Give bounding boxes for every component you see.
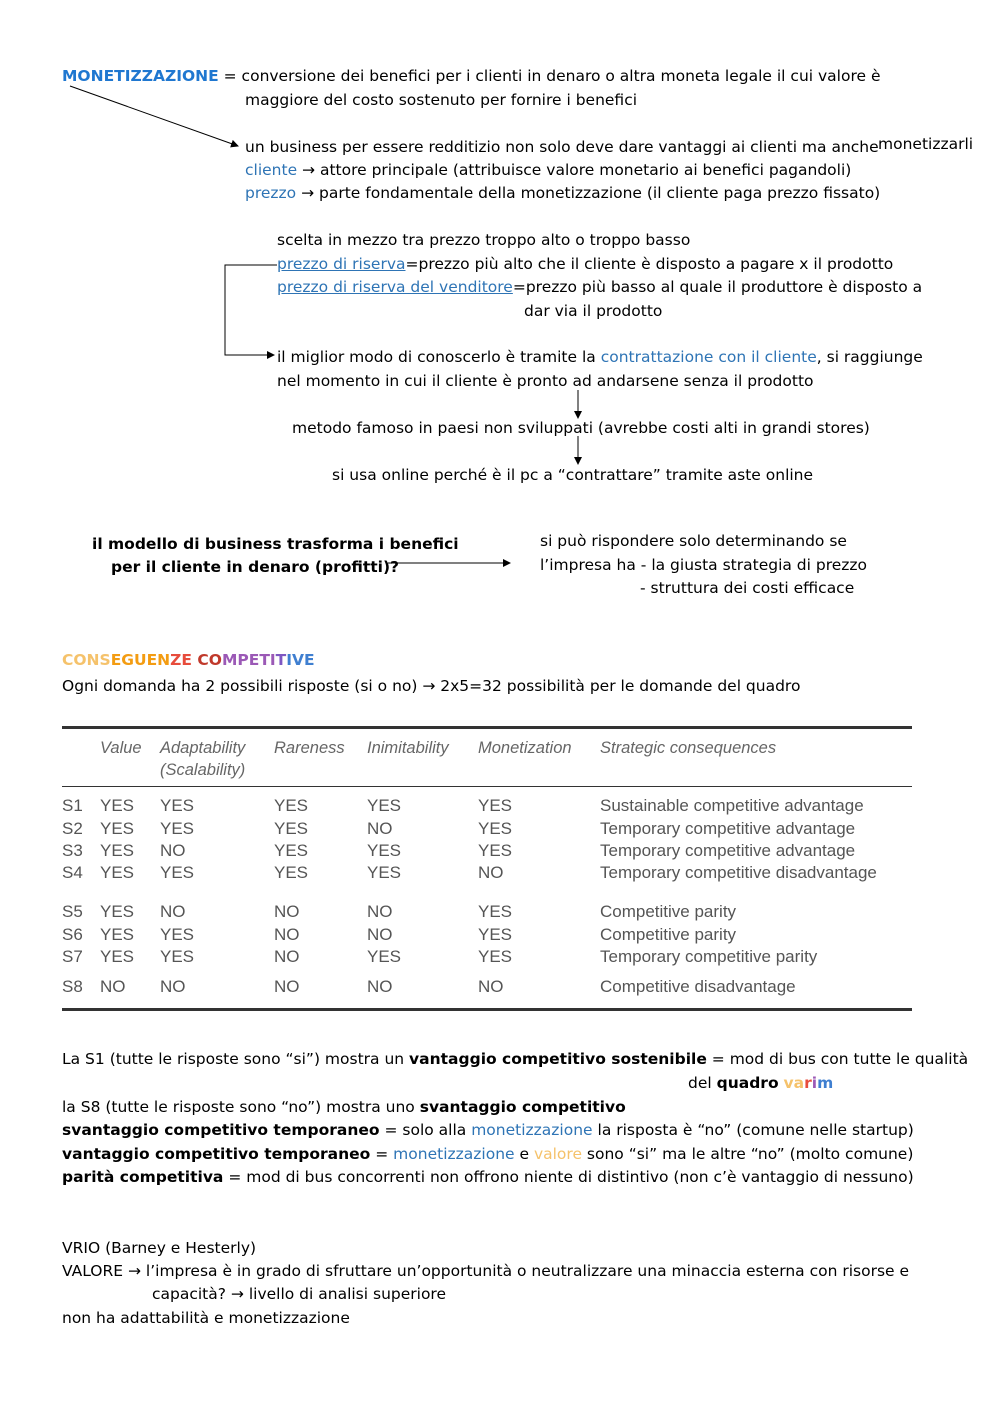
s8-bold: svantaggio competitivo [419,1098,626,1116]
s1-bold: vantaggio competitivo sostenibile [409,1050,707,1068]
vt-link: monetizzazione [393,1145,515,1163]
table-cell-consequence: Temporary competitive advantage [600,841,856,860]
table-cell-consequence: Competitive disadvantage [600,977,796,996]
table-cell: NO [478,977,504,996]
scelta-line: scelta in mezzo tra prezzo troppo alto o troppo basso [277,231,691,249]
monetizzazione-line [62,66,881,86]
vt-e: e [514,1145,534,1163]
cliente-text: → attore principale (attribuisce valore monetario ai benefici pagandoli) [297,161,852,179]
table-cell: YES [367,796,402,815]
answer-line-2: l’impresa ha - la giusta strategia di prezzo [540,556,868,574]
quadro-line [688,1073,833,1093]
table-row-label: S2 [62,819,83,838]
table-cell: NO [160,841,186,860]
riserva-line [277,254,893,274]
header-strategic: Strategic consequences [600,739,777,757]
table-cell: YES [100,796,135,815]
table-cell: YES [367,863,402,882]
header-monetization: Monetization [478,739,572,757]
answer-line-3: - struttura dei costi efficace [640,579,855,597]
table-cell-consequence: Competitive parity [600,902,737,921]
miglior-line [277,347,923,367]
table-cell: YES [478,841,513,860]
momento-line: nel momento in cui il cliente è pronto ad andarsene senza il prodotto [277,372,814,390]
strategic-consequences-table [62,726,912,1011]
table-bottom-rule [62,1008,912,1011]
miglior-pre: il miglior modo di conoscerlo è tramite la [277,348,601,366]
contrattazione-link: contrattazione con il cliente [600,348,817,366]
table-cell: NO [274,977,300,996]
s1-line [62,1049,968,1069]
parita-line [62,1167,914,1187]
quadro-word: quadro [716,1074,779,1092]
conseguenze-title-part-2: ZE [170,651,198,669]
s8-line [62,1097,626,1117]
svt-link: monetizzazione [471,1121,593,1139]
table-cell: YES [100,902,135,921]
table-cell: YES [160,925,195,944]
prezzo-line [245,183,880,203]
s1-pre: La S1 (tutte le risposte sono “si”) mostra un [62,1050,410,1068]
header-scalability: (Scalability) [160,761,246,779]
svt-post: la risposta è “no” (comune nelle startup) [592,1121,914,1139]
conseguenze-title-part-0: CONS [62,651,111,669]
online-line: si usa online perché è il pc a “contrattare” tramite aste online [332,466,814,484]
table-cell-consequence: Temporary competitive parity [600,947,818,966]
s1-post: = mod di bus con tutte le qualità [706,1050,969,1068]
valore-line-2: capacità? → livello di analisi superiore [152,1285,446,1303]
varim-part-0: va [783,1074,805,1092]
vt-line [62,1144,913,1164]
table-cell: YES [478,925,513,944]
non-ha-line: non ha adattabilità e monetizzazione [62,1309,350,1327]
vt-post: sono “si” ma le altre “no” (molto comune) [581,1145,914,1163]
monetizzazione-def-2: maggiore del costo sostenuto per fornire i benefici [245,91,638,109]
monetizzazione-title: MONETIZZAZIONE [62,67,219,85]
answer-line-1: si può rispondere solo determinando se [540,532,847,550]
vt-eq: = [370,1145,394,1163]
table-cell: YES [100,925,135,944]
header-inimitability: Inimitability [367,739,449,757]
table-row-label: S7 [62,947,83,966]
table-cell: NO [274,902,300,921]
varim-word [784,1074,834,1092]
valore-line-1: VALORE → l’impresa è in grado di sfruttare un’opportunità o neutralizzare una minaccia esterna con risorse e [62,1262,910,1280]
table-header-rule [62,786,912,787]
table-cell: YES [100,863,135,882]
table-row-label: S8 [62,977,83,996]
table-cell: YES [367,841,402,860]
venditore-line-2: dar via il prodotto [524,302,663,320]
table-cell: YES [160,796,195,815]
vrio-title: VRIO (Barney e Hesterly) [62,1239,257,1257]
del-word: del [688,1074,717,1092]
table-cell: NO [367,977,393,996]
conseguenze-title-part-1: EGUEN [110,651,171,669]
prezzo-venditore-text: =prezzo più basso al quale il produttore è disposto a [512,278,923,296]
header-adaptability: Adaptability [160,739,246,757]
table-cell: YES [274,841,309,860]
table-cell: YES [478,902,513,921]
s8-pre: la S8 (tutte le risposte sono “no”) mostra uno [62,1098,420,1116]
question-line-2: per il cliente in denaro (profitti)? [111,558,400,576]
table-cell: NO [367,902,393,921]
monetizzarli-word: monetizzarli [878,135,974,153]
conseguenze-title [62,650,315,670]
table-cell-consequence: Temporary competitive disadvantage [600,863,877,882]
table-cell: NO [274,947,300,966]
parita-bold: parità competitiva [62,1168,224,1186]
table-cell: NO [478,863,504,882]
table-cell: YES [160,863,195,882]
miglior-post: , si raggiunge [816,348,923,366]
conseguenze-intro: Ogni domanda ha 2 possibili risposte (si o no) → 2x5=32 possibilità per le domande del quadro [62,677,801,695]
table-cell: NO [160,902,186,921]
conseguenze-title-part-3: CO [197,651,222,669]
table-cell: NO [367,925,393,944]
prezzo-venditore-link: prezzo di riserva del venditore [277,278,513,296]
parita-post: = mod di bus concorrenti non offrono niente di distintivo (non c’è vantaggio di nessuno) [223,1168,914,1186]
table-cell: YES [160,947,195,966]
conseguenze-title-part-4: MPETI [221,651,276,669]
arrow-monetizzazione [70,86,238,146]
table-cell-consequence: Temporary competitive advantage [600,819,856,838]
prezzo-riserva-link: prezzo di riserva [277,255,406,273]
table-cell: NO [367,819,393,838]
varim-part-3: m [817,1074,834,1092]
business-line: un business per essere redditizio non solo deve dare vantaggi ai clienti ma anche [245,138,879,156]
table-cell: YES [478,796,513,815]
cliente-label: cliente [245,161,298,179]
bracket-riserva [225,265,277,355]
table-cell: YES [100,819,135,838]
prezzo-label: prezzo [245,184,297,202]
table-cell: NO [160,977,186,996]
table-row-label: S1 [62,796,83,815]
conseguenze-title-part-5: T [275,651,287,669]
table-cell: YES [478,947,513,966]
venditore-line [277,277,922,297]
table-cell: YES [274,796,309,815]
header-value: Value [100,739,142,757]
table-cell: YES [100,947,135,966]
question-line-1: il modello di business trasforma i benefici [92,535,459,553]
vt-valore: valore [533,1145,582,1163]
table-cell: YES [160,819,195,838]
svt-pre: = solo alla [379,1121,472,1139]
table-cell-consequence: Sustainable competitive advantage [600,796,864,815]
table-cell: YES [274,819,309,838]
prezzo-text: → parte fondamentale della monetizzazione (il cliente paga prezzo fissato) [296,184,881,202]
header-rareness: Rareness [274,739,345,757]
monetizzazione-def: = conversione dei benefici per i clienti in denaro o altra moneta legale il cui valore è [218,67,881,85]
table-row-label: S6 [62,925,83,944]
svt-bold: svantaggio competitivo temporaneo [62,1121,380,1139]
metodo-line: metodo famoso in paesi non sviluppati (avrebbe costi alti in grandi stores) [292,419,870,437]
prezzo-riserva-text: =prezzo più alto che il cliente è disposto a pagare x il prodotto [405,255,894,273]
table-row-label: S4 [62,863,83,882]
table-cell: YES [274,863,309,882]
varim-part-2: i [811,1074,818,1092]
table-row-label: S3 [62,841,83,860]
table-cell: NO [274,925,300,944]
table-cell: NO [100,977,126,996]
table-row-label: S5 [62,902,83,921]
svt-line [62,1120,914,1140]
cliente-line [245,160,851,180]
table-cell: YES [367,947,402,966]
table-cell: YES [100,841,135,860]
varim-part-1: r [804,1074,812,1092]
table-top-rule [62,726,912,729]
vt-bold: vantaggio competitivo temporaneo [62,1145,371,1163]
table-cell: YES [478,819,513,838]
table-cell-consequence: Competitive parity [600,925,737,944]
conseguenze-title-part-6: IVE [286,651,315,669]
